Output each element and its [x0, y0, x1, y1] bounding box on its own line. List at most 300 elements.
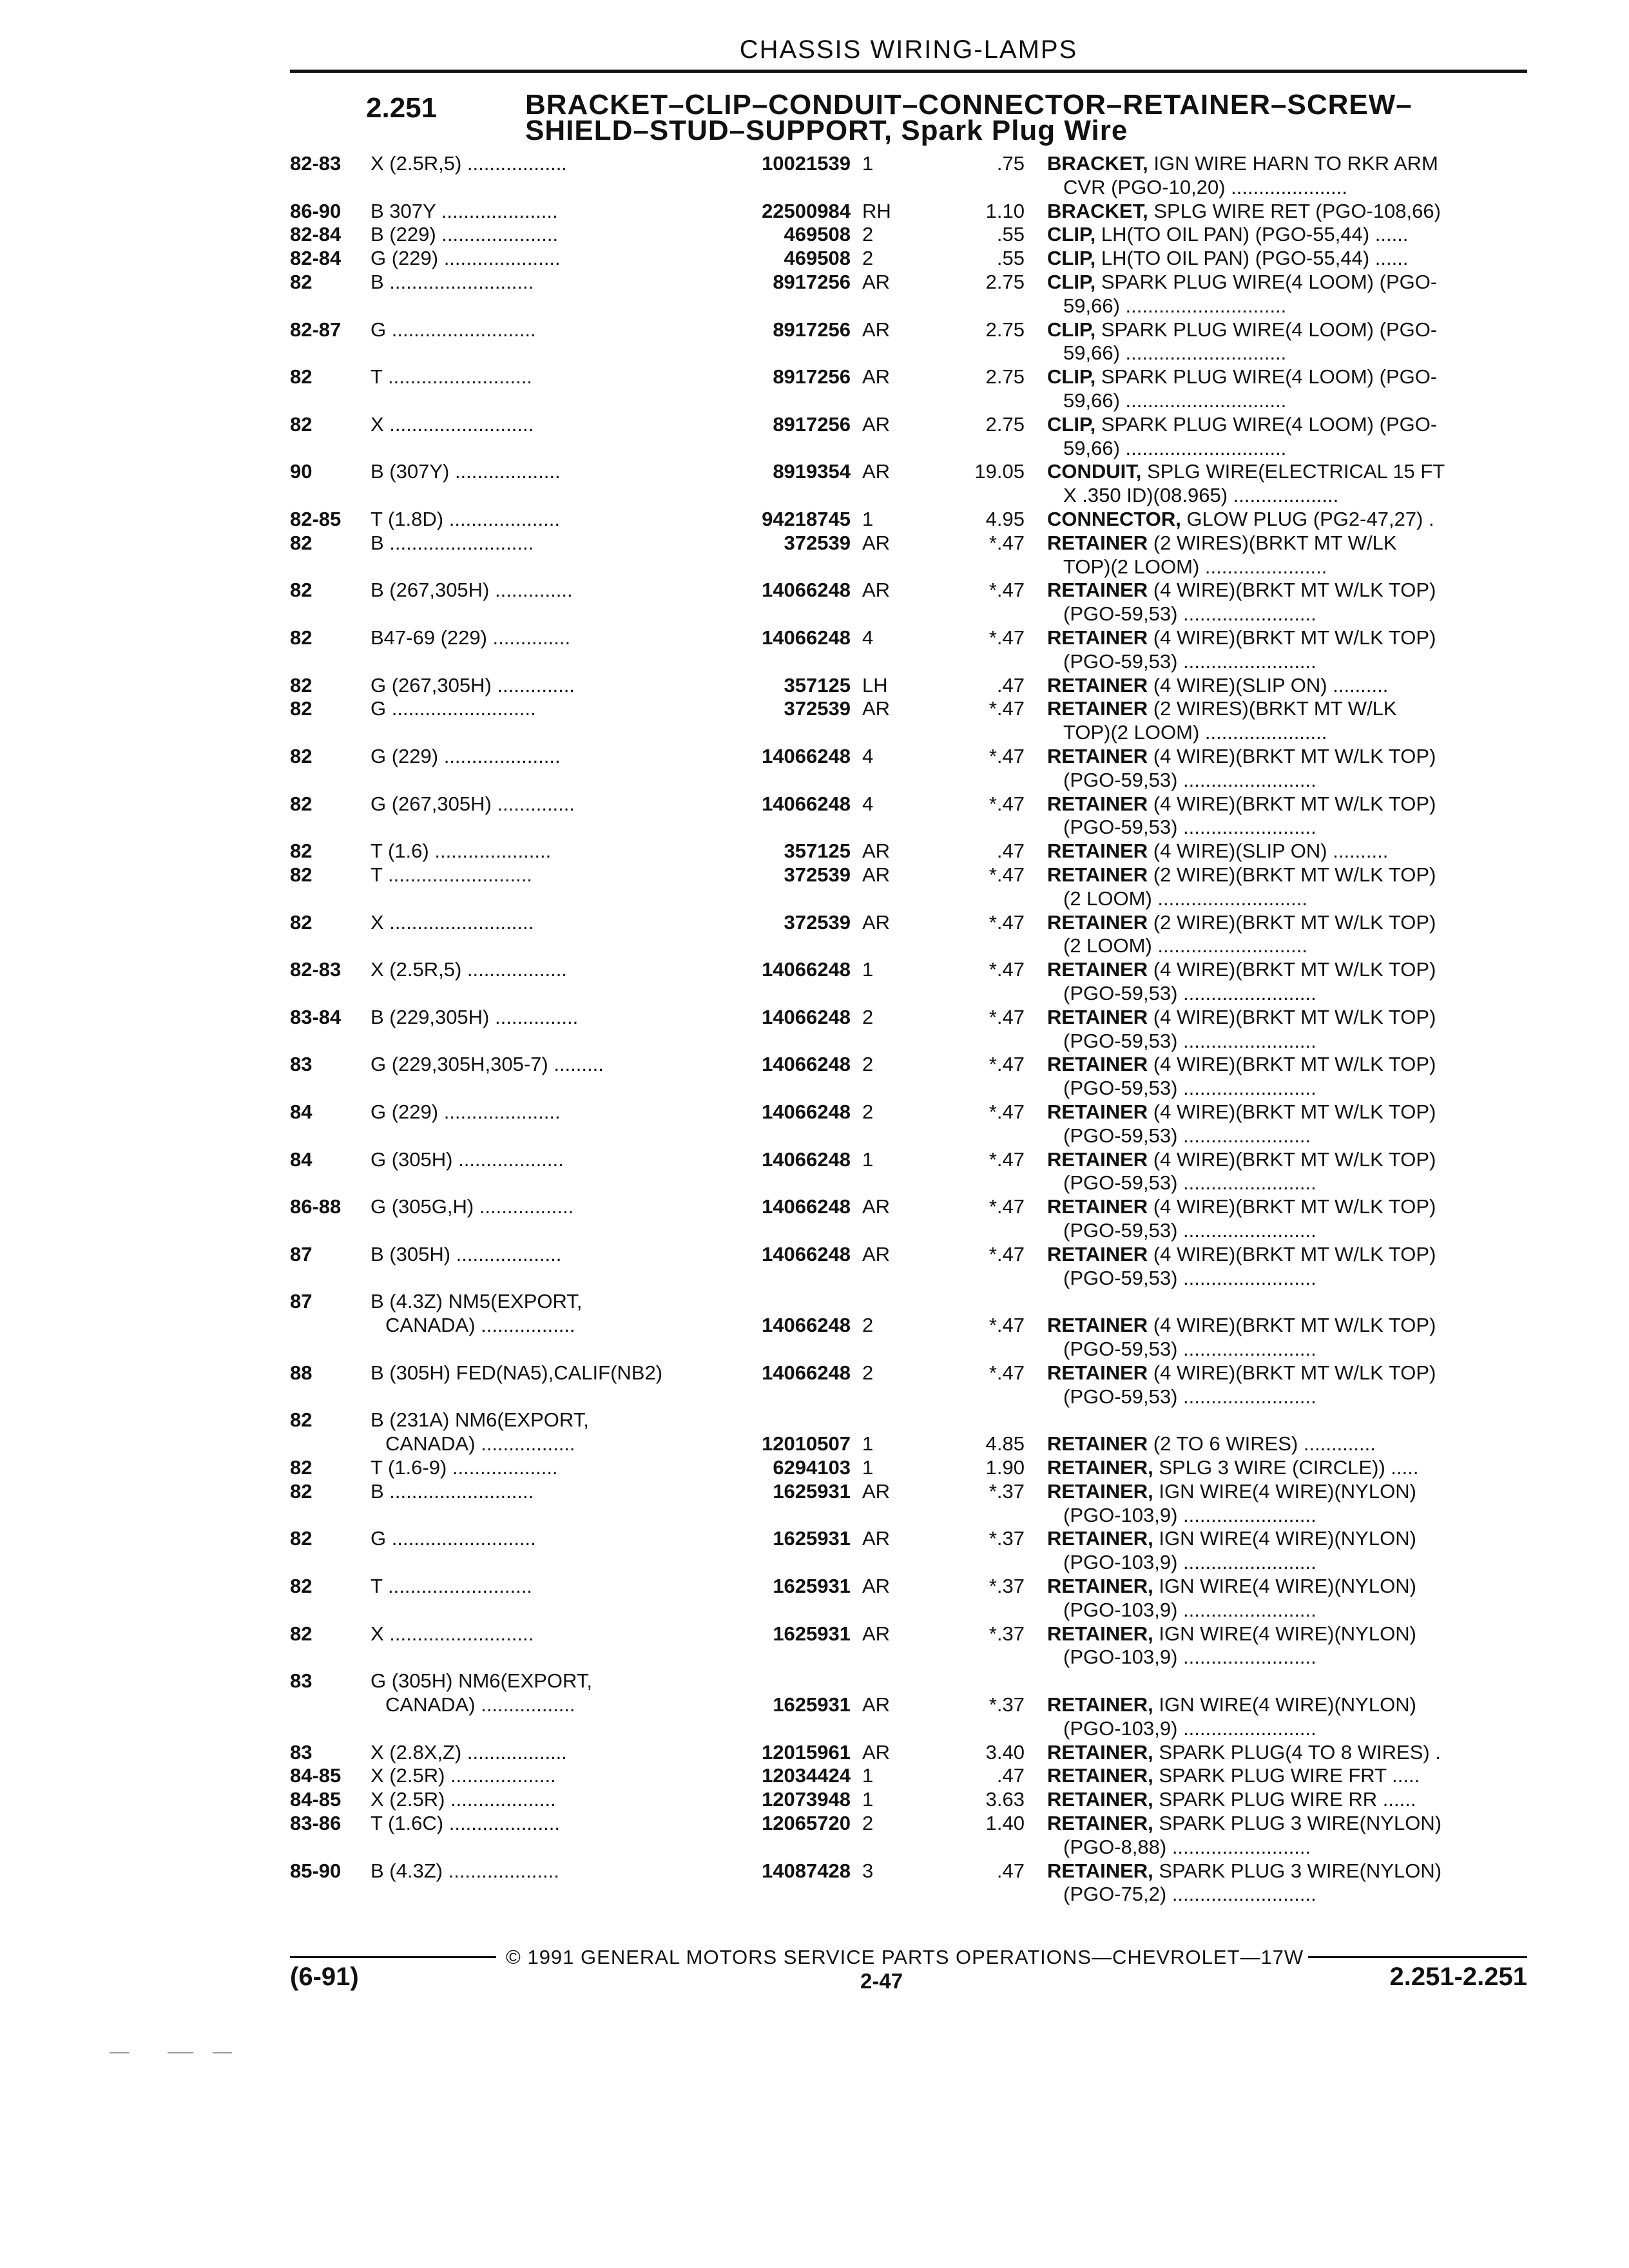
row-year: 90: [290, 460, 313, 483]
row-model: X ..........................: [371, 1622, 534, 1645]
row-price: .55: [996, 223, 1025, 246]
row-description: [1047, 1622, 1530, 1646]
row-description-keyword: RETAINER,: [1047, 1740, 1153, 1763]
row-year: 82: [290, 412, 313, 436]
row-price: .47: [996, 1764, 1025, 1787]
row-description-continued: (PGO-59,53) ........................: [1063, 1171, 1316, 1195]
row-model: T ..........................: [371, 863, 532, 886]
row-year: 83: [290, 1053, 313, 1076]
row-year: 86-88: [290, 1195, 342, 1218]
row-model: G ..........................: [371, 318, 536, 341]
row-year: 82: [290, 792, 313, 815]
row-quantity: 1: [862, 1788, 874, 1811]
row-price: *.47: [988, 1361, 1025, 1384]
row-description-text: SPARK PLUG WIRE(4 LOOM) (PGO-: [1095, 271, 1438, 293]
row-price: 4.85: [985, 1432, 1025, 1456]
row-description: [1047, 1860, 1530, 1883]
row-part-number: 14066248: [762, 1005, 851, 1028]
row-quantity: LH: [862, 673, 888, 697]
row-model: B47-69 (229) ..............: [371, 626, 571, 649]
row-model: G (229) .....................: [371, 1100, 561, 1123]
row-description: [1047, 1148, 1530, 1171]
row-part-number: 8917256: [773, 318, 851, 341]
row-year: 82: [290, 579, 313, 602]
row-year: 82: [290, 863, 313, 886]
row-part-number: 14066248: [762, 1361, 851, 1384]
row-description-text: SPARK PLUG 3 WIRE(NYLON): [1153, 1812, 1442, 1834]
row-description-keyword: CONDUIT,: [1047, 460, 1142, 483]
row-description-keyword: RETAINER: [1047, 1100, 1148, 1123]
row-year: 82: [290, 697, 313, 720]
row-description-continued: X .350 ID)(08.965) ...................: [1063, 484, 1339, 507]
row-price: *.37: [988, 1693, 1025, 1716]
row-quantity: 1: [862, 152, 874, 175]
row-quantity: AR: [862, 412, 891, 436]
row-description-keyword: CLIP,: [1047, 223, 1096, 246]
row-part-number: 8917256: [773, 271, 851, 293]
row-part-number: 14066248: [762, 1195, 851, 1218]
row-part-number: 1625931: [773, 1622, 851, 1645]
row-description-text: SPARK PLUG WIRE(4 LOOM) (PGO-: [1095, 318, 1438, 341]
row-description-continued: 59,66) .............................: [1063, 436, 1287, 459]
row-description: [1047, 1812, 1530, 1835]
row-year: 82: [290, 673, 313, 697]
row-description-continued: (PGO-103,9) ........................: [1063, 1598, 1316, 1621]
row-price: *.47: [988, 1314, 1025, 1337]
row-part-number: 10021539: [762, 152, 851, 175]
row-description: [1047, 745, 1530, 768]
row-description: [1047, 1100, 1530, 1124]
row-price: *.47: [988, 1148, 1025, 1171]
row-description: [1047, 674, 1530, 697]
row-description-keyword: RETAINER,: [1047, 1456, 1153, 1479]
row-description-text: (4 WIRE)(BRKT MT W/LK TOP): [1148, 1005, 1436, 1028]
row-description-continued: 59,66) .............................: [1063, 341, 1287, 365]
row-description-keyword: CLIP,: [1047, 318, 1096, 341]
row-price: *.47: [988, 958, 1025, 981]
row-description-keyword: RETAINER: [1047, 1053, 1148, 1076]
row-description-keyword: RETAINER: [1047, 1314, 1148, 1337]
row-price: *.37: [988, 1622, 1025, 1645]
row-description-keyword: RETAINER: [1047, 840, 1148, 863]
row-part-number: 22500984: [762, 199, 851, 222]
row-description-text: (4 WIRE)(BRKT MT W/LK TOP): [1148, 745, 1436, 767]
row-year: 82: [290, 1527, 313, 1550]
row-part-number: 8919354: [773, 460, 851, 483]
row-part-number: 12073948: [762, 1788, 851, 1811]
row-price: *.37: [988, 1527, 1025, 1550]
row-quantity: AR: [862, 1195, 891, 1218]
row-description: [1047, 1575, 1530, 1598]
row-description-keyword: RETAINER: [1047, 1148, 1148, 1171]
row-part-number: 372539: [784, 697, 851, 720]
row-description-keyword: RETAINER: [1047, 1005, 1148, 1028]
row-year: 84: [290, 1100, 313, 1123]
row-part-number: 12065720: [762, 1812, 851, 1834]
row-model: X (2.5R) ...................: [371, 1788, 556, 1811]
row-description-text: (2 WIRES)(BRKT MT W/LK: [1148, 697, 1397, 720]
row-description: [1047, 911, 1530, 934]
row-description: [1047, 1243, 1530, 1266]
row-description: [1047, 1432, 1530, 1456]
row-description-text: (4 WIRE)(BRKT MT W/LK TOP): [1148, 1314, 1436, 1337]
row-model: X ..........................: [371, 412, 534, 436]
row-quantity: 2: [862, 1314, 874, 1337]
row-description-text: (4 WIRE)(BRKT MT W/LK TOP): [1148, 1361, 1436, 1384]
row-quantity: 4: [862, 626, 874, 649]
row-price: 2.75: [985, 412, 1025, 436]
row-price: .55: [996, 247, 1025, 270]
row-price: *.47: [988, 1053, 1025, 1076]
row-part-number: 372539: [784, 910, 851, 934]
row-quantity: AR: [862, 1693, 891, 1716]
row-description-text: LH(TO OIL PAN) (PGO-55,44) ......: [1095, 247, 1409, 270]
row-part-number: 14066248: [762, 792, 851, 815]
row-year: 82: [290, 840, 313, 863]
row-part-number: 12015961: [762, 1740, 851, 1763]
row-description-text: IGN WIRE(4 WIRE)(NYLON): [1153, 1575, 1416, 1597]
row-description-keyword: RETAINER,: [1047, 1575, 1153, 1597]
row-description-continued: (PGO-103,9) ........................: [1063, 1503, 1316, 1526]
row-part-number: 6294103: [773, 1456, 851, 1479]
row-description-continued: (PGO-103,9) ........................: [1063, 1646, 1316, 1669]
row-model: X (2.5R,5) ..................: [371, 152, 567, 175]
row-price: .75: [996, 152, 1025, 175]
row-year: 82: [290, 1456, 313, 1479]
row-description: [1047, 271, 1530, 294]
row-description-text: IGN WIRE(4 WIRE)(NYLON): [1153, 1479, 1416, 1503]
row-description-continued: (PGO-8,88) .........................: [1063, 1835, 1311, 1858]
row-quantity: 1: [862, 1764, 874, 1787]
row-part-number: 14066248: [762, 1053, 851, 1076]
row-model: T ..........................: [371, 1575, 532, 1597]
row-quantity: AR: [862, 579, 891, 602]
row-quantity: 3: [862, 1859, 874, 1882]
row-quantity: 2: [862, 223, 874, 246]
row-model: G (229) .....................: [371, 247, 561, 270]
row-part-number: 1625931: [773, 1479, 851, 1503]
row-quantity: RH: [862, 199, 891, 222]
row-year: 82-87: [290, 318, 342, 341]
row-description-continued: (PGO-59,53) ........................: [1063, 1266, 1316, 1289]
row-year: 86-90: [290, 199, 342, 222]
row-description-text: IGN WIRE(4 WIRE)(NYLON): [1153, 1622, 1416, 1645]
row-description-text: (4 WIRE)(BRKT MT W/LK TOP): [1148, 1100, 1436, 1123]
row-description-continued: (PGO-59,53) .......................: [1063, 1124, 1311, 1147]
row-description-keyword: CLIP,: [1047, 365, 1096, 389]
row-quantity: AR: [862, 1740, 891, 1763]
footer-section-range: 2.251-2.251: [1389, 1963, 1527, 1991]
row-description: [1047, 1764, 1530, 1787]
row-description-keyword: RETAINER: [1047, 579, 1148, 602]
row-quantity: AR: [862, 1622, 891, 1645]
row-year: 83-84: [290, 1005, 342, 1028]
row-quantity: AR: [862, 697, 891, 720]
row-price: 19.05: [974, 460, 1025, 483]
row-year: 84-85: [290, 1764, 342, 1787]
row-quantity: AR: [862, 271, 891, 293]
row-part-number: 14066248: [762, 1100, 851, 1123]
row-model: T (1.6) .....................: [371, 840, 552, 863]
page-title: CHASSIS WIRING-LAMPS: [739, 35, 1078, 64]
row-description: [1047, 863, 1530, 887]
row-description: [1047, 1361, 1530, 1385]
row-year: 82-85: [290, 508, 342, 530]
row-description-text: SPLG WIRE(ELECTRICAL 15 FT: [1141, 460, 1445, 483]
row-description-continued: (PGO-75,2) ..........................: [1063, 1883, 1316, 1906]
scan-artifact: [213, 2052, 232, 2053]
row-description: [1047, 697, 1530, 720]
row-quantity: AR: [862, 863, 891, 886]
row-year: 83: [290, 1740, 313, 1763]
row-year: 82-83: [290, 152, 342, 175]
row-part-number: 14066248: [762, 1242, 851, 1265]
row-part-number: 14066248: [762, 1148, 851, 1171]
row-model: G (267,305H) ..............: [371, 792, 575, 815]
row-description-text: (4 WIRE)(BRKT MT W/LK TOP): [1148, 958, 1436, 981]
row-quantity: 2: [862, 1812, 874, 1834]
row-quantity: AR: [862, 1242, 891, 1265]
row-part-number: 1625931: [773, 1527, 851, 1550]
row-part-number: 8917256: [773, 365, 851, 389]
row-price: *.47: [988, 1242, 1025, 1265]
row-description-text: (4 WIRE)(BRKT MT W/LK TOP): [1148, 1053, 1436, 1076]
row-description-keyword: RETAINER,: [1047, 1788, 1153, 1811]
row-description: [1047, 1741, 1530, 1764]
row-part-number: 14066248: [762, 745, 851, 767]
row-quantity: AR: [862, 318, 891, 341]
row-description-text: SPLG 3 WIRE (CIRCLE)) .....: [1153, 1456, 1419, 1479]
row-part-number: 357125: [784, 840, 851, 863]
row-description-continued: 59,66) .............................: [1063, 294, 1287, 317]
row-price: *.47: [988, 745, 1025, 767]
row-quantity: 1: [862, 508, 874, 530]
row-price: *.47: [988, 626, 1025, 649]
row-description-keyword: BRACKET,: [1047, 152, 1148, 175]
footer-rule-left: [290, 1956, 496, 1958]
row-part-number: 469508: [784, 247, 851, 270]
row-year: 82-83: [290, 958, 342, 981]
row-year: 82: [290, 1408, 313, 1432]
row-quantity: 2: [862, 1361, 874, 1384]
row-description-keyword: CONNECTOR,: [1047, 508, 1181, 530]
row-quantity: 1: [862, 1432, 874, 1456]
row-description-text: (2 WIRES)(BRKT MT W/LK: [1148, 531, 1397, 554]
row-description-text: IGN WIRE(4 WIRE)(NYLON): [1153, 1527, 1416, 1550]
footer-copyright: © 1991 GENERAL MOTORS SERVICE PARTS OPERATIONS—CHEVROLET—17W: [506, 1946, 1304, 1968]
row-year: 82: [290, 745, 313, 767]
row-year: 82-84: [290, 223, 342, 246]
row-description-keyword: RETAINER,: [1047, 1527, 1153, 1550]
row-description-continued: (PGO-59,53) ........................: [1063, 816, 1316, 839]
row-description: [1047, 1788, 1530, 1811]
row-description: [1047, 1006, 1530, 1029]
footer-page-number: 2-47: [860, 1969, 903, 1993]
row-part-number: 372539: [784, 531, 851, 554]
row-description-text: (2 WIRE)(BRKT MT W/LK TOP): [1148, 863, 1436, 886]
row-quantity: AR: [862, 1527, 891, 1550]
row-description: [1047, 318, 1530, 341]
row-description-keyword: RETAINER,: [1047, 1479, 1153, 1503]
row-description-keyword: RETAINER: [1047, 863, 1148, 886]
row-model: G ..........................: [371, 1527, 536, 1550]
row-description-text: (2 WIRE)(BRKT MT W/LK TOP): [1148, 910, 1436, 934]
row-description: [1047, 508, 1530, 531]
row-description: [1047, 840, 1530, 863]
row-description-keyword: BRACKET,: [1047, 199, 1148, 222]
row-description-continued: (PGO-59,53) ........................: [1063, 1219, 1316, 1242]
row-description-continued: (PGO-103,9) ........................: [1063, 1551, 1316, 1574]
row-description: [1047, 1527, 1530, 1550]
row-model: X ..........................: [371, 910, 534, 934]
row-price: *.47: [988, 531, 1025, 554]
row-description-text: SPARK PLUG WIRE(4 LOOM) (PGO-: [1095, 412, 1438, 436]
row-quantity: 2: [862, 1005, 874, 1028]
row-quantity: 2: [862, 1100, 874, 1123]
row-description-continued: (2 LOOM) ...........................: [1063, 934, 1307, 957]
row-year: 82: [290, 1479, 313, 1503]
row-description-text: (4 WIRE)(BRKT MT W/LK TOP): [1148, 792, 1436, 815]
row-model: B ..........................: [371, 271, 534, 293]
row-description-continued: (PGO-59,53) ........................: [1063, 1385, 1316, 1408]
row-description-text: LH(TO OIL PAN) (PGO-55,44) ......: [1095, 223, 1409, 246]
row-year: 87: [290, 1290, 313, 1313]
row-year: 83-86: [290, 1812, 342, 1834]
row-price: *.47: [988, 910, 1025, 934]
row-description: [1047, 413, 1530, 436]
row-description-keyword: RETAINER: [1047, 697, 1148, 720]
row-description-keyword: RETAINER: [1047, 1242, 1148, 1265]
row-quantity: AR: [862, 531, 891, 554]
row-price: *.47: [988, 579, 1025, 602]
row-price: *.47: [988, 1195, 1025, 1218]
row-model: B ..........................: [371, 1479, 534, 1503]
row-description-keyword: RETAINER: [1047, 792, 1148, 815]
row-price: 2.75: [985, 365, 1025, 389]
row-description-continued: TOP)(2 LOOM) ......................: [1063, 721, 1327, 744]
row-description: [1047, 1053, 1530, 1076]
row-year: 85-90: [290, 1859, 342, 1882]
row-part-number: 12034424: [762, 1764, 851, 1787]
row-model: G (267,305H) ..............: [371, 673, 575, 697]
row-description-continued: (PGO-59,53) ........................: [1063, 768, 1316, 791]
row-price: *.47: [988, 863, 1025, 886]
row-description-text: (2 TO 6 WIRES) .............: [1148, 1432, 1376, 1456]
row-model-continued: CANADA) .................: [385, 1314, 575, 1337]
row-model: B (229,305H) ...............: [371, 1005, 579, 1028]
row-description-keyword: RETAINER,: [1047, 1693, 1153, 1716]
row-description-continued: CVR (PGO-10,20) .....................: [1063, 175, 1347, 198]
row-price: 2.75: [985, 271, 1025, 293]
row-description-text: SPARK PLUG WIRE RR ......: [1153, 1788, 1416, 1811]
row-year: 82: [290, 531, 313, 554]
row-description-text: (4 WIRE)(BRKT MT W/LK TOP): [1148, 579, 1436, 602]
row-quantity: AR: [862, 910, 891, 934]
row-description: [1047, 1314, 1530, 1337]
row-description-keyword: RETAINER,: [1047, 1859, 1153, 1882]
row-part-number: 1625931: [773, 1693, 851, 1716]
row-model: T (1.6-9) ...................: [371, 1456, 558, 1479]
row-part-number: 14066248: [762, 626, 851, 649]
row-price: *.47: [988, 1005, 1025, 1028]
row-description: [1047, 1195, 1530, 1218]
row-description-continued: (PGO-59,53) ........................: [1063, 602, 1316, 626]
row-price: *.37: [988, 1575, 1025, 1597]
row-model: B (231A) NM6(EXPORT,: [371, 1408, 589, 1432]
row-part-number: 14087428: [762, 1859, 851, 1882]
row-price: 1.40: [985, 1812, 1025, 1834]
row-quantity: AR: [862, 1479, 891, 1503]
row-year: 87: [290, 1242, 313, 1265]
row-quantity: AR: [862, 840, 891, 863]
row-description-text: SPLG WIRE RET (PGO-108,66): [1148, 199, 1441, 222]
row-model: B (4.3Z) NM5(EXPORT,: [371, 1290, 583, 1313]
row-quantity: 1: [862, 958, 874, 981]
row-description-keyword: RETAINER: [1047, 626, 1148, 649]
row-description: [1047, 460, 1530, 483]
row-description-keyword: RETAINER: [1047, 958, 1148, 981]
row-description-text: (4 WIRE)(BRKT MT W/LK TOP): [1148, 1242, 1436, 1265]
row-model: B 307Y .....................: [371, 199, 558, 222]
row-part-number: 357125: [784, 673, 851, 697]
row-part-number: 12010507: [762, 1432, 851, 1456]
row-quantity: AR: [862, 460, 891, 483]
footer-rule-right: [1308, 1956, 1527, 1958]
row-description-keyword: RETAINER: [1047, 1195, 1148, 1218]
row-price: 1.10: [985, 199, 1025, 222]
row-price: 1.90: [985, 1456, 1025, 1479]
row-description-text: (4 WIRE)(BRKT MT W/LK TOP): [1148, 1195, 1436, 1218]
row-description: [1047, 247, 1530, 270]
row-part-number: 8917256: [773, 412, 851, 436]
row-description-continued: (PGO-59,53) ........................: [1063, 982, 1316, 1004]
row-year: 82: [290, 1622, 313, 1645]
row-quantity: 4: [862, 745, 874, 767]
row-quantity: AR: [862, 1575, 891, 1597]
row-model: G ..........................: [371, 697, 536, 720]
row-description-continued: (PGO-59,53) ........................: [1063, 1338, 1316, 1360]
row-model: X (2.5R,5) ..................: [371, 958, 567, 981]
row-description: [1047, 223, 1530, 246]
row-model: B ..........................: [371, 531, 534, 554]
row-model: T ..........................: [371, 365, 532, 389]
row-part-number: 1625931: [773, 1575, 851, 1597]
row-description-text: (4 WIRE)(BRKT MT W/LK TOP): [1148, 1148, 1436, 1171]
row-description-keyword: RETAINER,: [1047, 1812, 1153, 1834]
row-part-number: 372539: [784, 863, 851, 886]
row-description-keyword: CLIP,: [1047, 247, 1096, 270]
row-model: G (305H) ...................: [371, 1148, 564, 1171]
row-model: X (2.8X,Z) ..................: [371, 1740, 567, 1763]
row-description-keyword: RETAINER: [1047, 1361, 1148, 1384]
row-quantity: 4: [862, 792, 874, 815]
row-model: G (229) .....................: [371, 745, 561, 767]
row-description-text: IGN WIRE HARN TO RKR ARM: [1148, 152, 1438, 175]
row-description-text: SPARK PLUG 3 WIRE(NYLON): [1153, 1859, 1442, 1882]
row-price: .47: [996, 673, 1025, 697]
row-part-number: 14066248: [762, 579, 851, 602]
row-description: [1047, 1456, 1530, 1479]
row-price: 2.75: [985, 318, 1025, 341]
row-year: 82-84: [290, 247, 342, 270]
row-year: 82: [290, 626, 313, 649]
row-year: 83: [290, 1669, 313, 1693]
row-description: [1047, 200, 1530, 223]
row-description: [1047, 793, 1530, 816]
row-price: *.47: [988, 697, 1025, 720]
row-description-text: (4 WIRE)(SLIP ON) ..........: [1148, 673, 1389, 697]
row-model: T (1.8D) ....................: [371, 508, 560, 530]
